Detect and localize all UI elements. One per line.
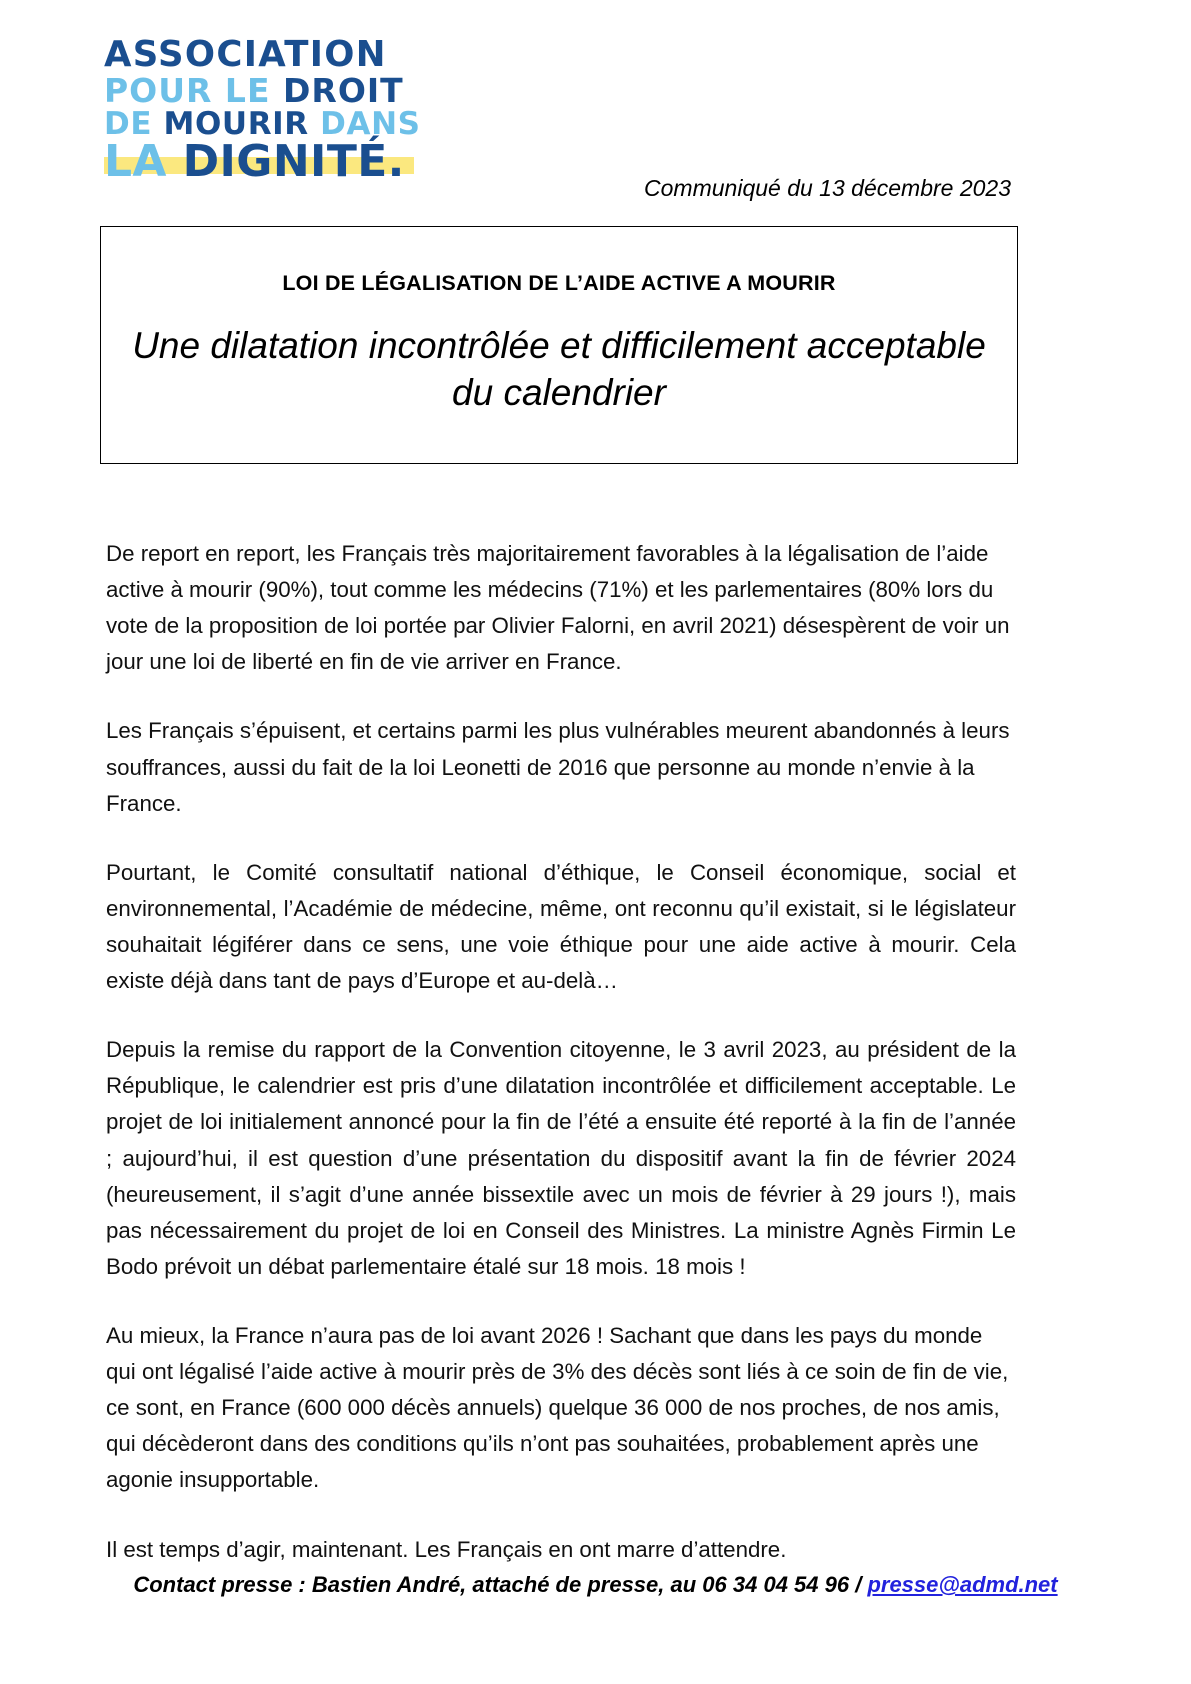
press-contact-line	[0, 1572, 1191, 1598]
logo-word-dignite: DIGNITÉ.	[182, 136, 405, 188]
logo-line-3	[104, 106, 434, 143]
logo-word-association: ASSOCIATION	[104, 34, 387, 75]
page-title: Une dilatation incontrôlée et difficilement acceptable du calendrier	[132, 325, 986, 414]
admd-logo	[104, 34, 434, 188]
communique-date: Communiqué du 13 décembre 2023	[644, 175, 1011, 201]
body-paragraph-6: Il est temps d’agir, maintenant. Les Français en ont marre d’attendre.	[106, 1536, 787, 1562]
logo-word-dans: DANS	[320, 106, 421, 143]
body-paragraph-5: Au mieux, la France n’aura pas de loi avant 2026 ! Sachant que dans les pays du monde qui ont légalisé l’aide active à mourir près de 3% des décès sont liés à ce soin de fin de vie, ce sont, en France (600 000 décès annuels) quelque 36 000 de nos proches, de nos amis, qui décèderont dans des conditions qu’ils n’ont pas souhaitées, probablement après une agonie insupportable.	[106, 1322, 1009, 1493]
logo-line-4	[104, 136, 434, 188]
logo-line-1	[104, 34, 434, 75]
body-paragraph-2: Les Français s’épuisent, et certains parmi les plus vulnérables meurent abandonnés à leurs souffrances, aussi du fait de la loi Leonetti de 2016 que personne au monde n’envie à la France.	[106, 718, 1010, 816]
title-kicker: LOI DE LÉGALISATION DE L’AIDE ACTIVE A MOURIR	[282, 271, 836, 295]
press-contact-text: Contact presse : Bastien André, attaché de presse, au 06 34 04 54 96 /	[133, 1572, 868, 1597]
logo-word-mourir: MOURIR	[163, 106, 309, 143]
document-body	[106, 536, 1016, 1601]
body-paragraph-3: Pourtant, le Comité consultatif national d’éthique, le Conseil économique, social et environnemental, l’Académie de médecine, même, ont reconnu qu’il existait, si le législateur souhaitait légiférer dans ce sens, une voie éthique pour une aide active à mourir. Cela existe déjà dans tant de pays d’Europe et au-delà…	[106, 859, 1016, 994]
body-paragraph-4: Depuis la remise du rapport de la Convention citoyenne, le 3 avril 2023, au président de la République, le calendrier est pris d’une dilatation incontrôlée et difficilement acceptable. Le projet de loi initialement annoncé pour la fin de l’été a ensuite été reporté à la fin de l’année ; aujourd’hui, il est question d’une présentation du dispositif avant la fin de février 2024 (heureusement, il s’agit d’une année bissextile avec un mois de février à 29 jours !), mais pas nécessairement du projet de loi en Conseil des Ministres. La ministre Agnès Firmin Le Bodo prévoit un débat parlementaire étalé sur 18 mois. 18 mois !	[106, 1037, 1016, 1279]
press-email-link[interactable]: presse@admd.net	[867, 1572, 1058, 1597]
logo-word-de: DE	[104, 106, 153, 143]
logo-word-pour-le: POUR LE	[104, 70, 271, 110]
body-paragraph-1: De report en report, les Français très majoritairement favorables à la légalisation de l’aide active à mourir (90%), tout comme les médecins (71%) et les parlementaires (80% lors du vote de la proposition de loi portée par Olivier Falorni, en avril 2021) désespèrent de voir un jour une loi de liberté en fin de vie arriver en France.	[106, 541, 1010, 675]
title-box	[100, 226, 1018, 464]
logo-word-droit: DROIT	[283, 70, 404, 110]
logo-line-2	[104, 70, 434, 110]
logo-word-la: LA	[104, 136, 167, 188]
